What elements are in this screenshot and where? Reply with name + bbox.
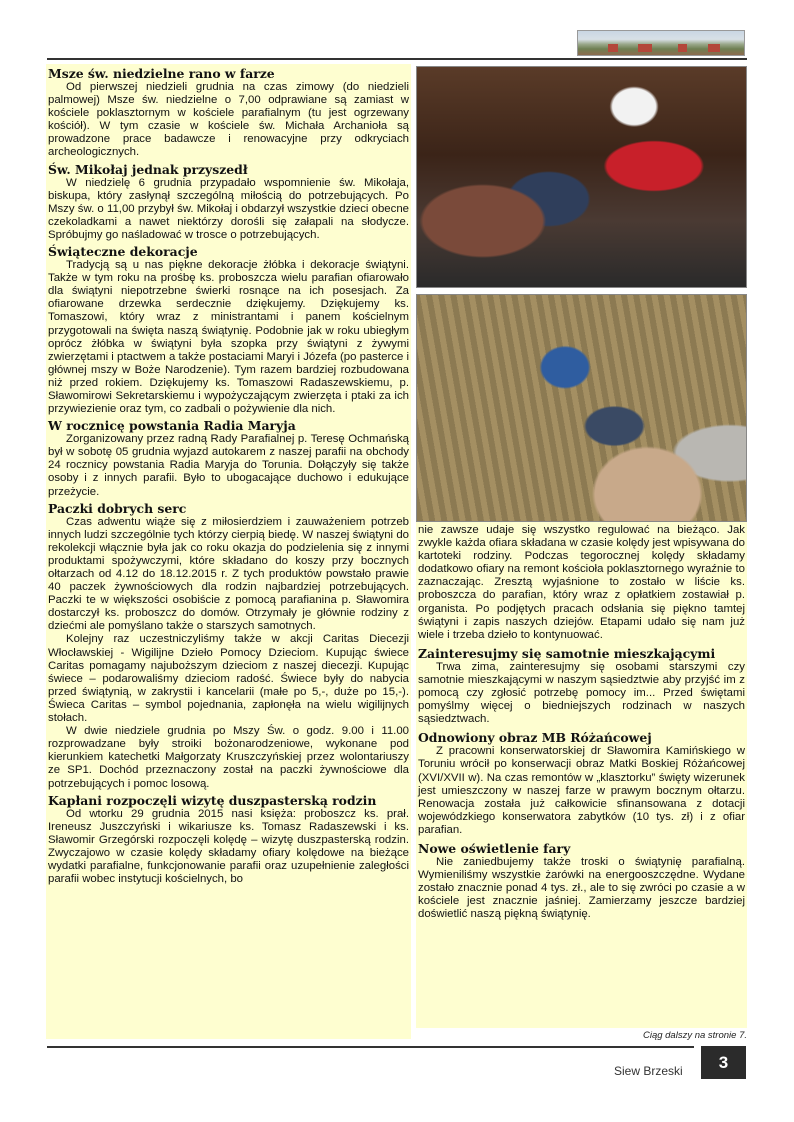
- section-title: Zainteresujmy się samotnie mieszkającymi: [418, 645, 716, 661]
- page-number: 3: [701, 1046, 746, 1079]
- header-rule: [47, 58, 747, 60]
- section-title: Świąteczne dekoracje: [48, 244, 198, 260]
- paragraph: Kolejny raz uczestniczyliśmy także w akcji Caritas Diecezji Włocławskiej - Wigilijne Dzieło Pomocy Dzieciom. Kupując świece Caritas pomagamy najuboższym dzieciom z naszej diecezji. Kupując świece – podarowaliśmy dzieciom radość. Świece były do nabycia przed świątynią, w zakrystii i kancelarii (małe po 5,-, duże po 15,-). Świeca Caritas – symbol pojednania, zapłonęła na wielu wigilijnych stołach.: [48, 633, 409, 725]
- section-mikolaj: [48, 162, 409, 242]
- publication-name: Siew Brzeski: [614, 1064, 683, 1078]
- paragraph: Od wtorku 29 grudnia 2015 nasi księża: proboszcz ks. prał. Ireneusz Juszczyński i wikariusze ks. Tomasz Radaszewski i ks. Sławomir Grzegórski rozpoczęli kolędę – wizytę duszpasterską rodzin. Zwyczajowo w czasie kolędy składamy ofiary kolędowe na bieżące wydatki parafialne, funkcjonowanie parafii oraz uzupełnienie zaległości parafii wobec instytucji kościelnych, bo: [48, 807, 409, 886]
- paragraph: Trwa zima, zainteresujmy się osobami starszymi czy samotnie mieszkającymi w naszym sąsiedztwie aby przyjść im z pomocą czy zgłosić potrzebę pomocy im... Przed świętami pomyślmy więcej o biedniejszych rodzinach w naszych sąsiedztwach.: [418, 660, 745, 726]
- nativity-scene-photo: [416, 294, 747, 522]
- section-dekoracje: [48, 244, 409, 416]
- section-title: W rocznicę powstania Radia Maryja: [48, 418, 296, 434]
- section-title: Nowe oświetlenie fary: [418, 840, 571, 856]
- section-title: Msze św. niedzielne rano w farze: [48, 66, 275, 81]
- paragraph: Zorganizowany przez radną Rady Parafialnej p. Teresę Ochmańską był w sobotę 05 grudnia wyjazd autokarem z naszej parafii na obchody 24 rocznicy powstania Radia Maryja do Torunia. Dołączyły się także osoby i z innych parafii. Było to ubogacające duchowo i edukujące przeżycie.: [48, 433, 409, 498]
- section-samotni: [418, 646, 745, 726]
- section-title: Odnowiony obraz MB Różańcowej: [418, 730, 652, 746]
- section-fary: [418, 841, 745, 921]
- paragraph: Tradycją są u nas piękne dekoracje żłóbka i dekoracje świątyni. Także w tym roku na prośbę ks. proboszcza wielu parafian ofiarowało dla świątyni niepotrzebne świerki rosnące na ich posesjach. Za ofiarowane drzewka serdecznie dziękujemy. Dziękujemy ks. Tomaszowi, który wraz z ministrantami i panem kościelnym przygotowali na święta naszą świątynię. Podobnie jak w roku ubiegłym oprócz żłóbka w świątyni była szopka przy świątyni z żywymi zwierzętami i ptactwem a także postaciami Maryi i Józefa (po pasterce i głównej mszy w Boże Narodzenie). Tym razem bardziej rozbudowana niż przed rokiem. Dziękujemy ks. Tomaszowi Radaszewskiemu, p. Sławomirowi Sekretarskiemu i wypożyczającym zwierzęta i ptaki za ich przywiezienie oraz tym, co zadbali o pożywienie dla nich.: [48, 259, 409, 416]
- paragraph: Z pracowni konserwatorskiej dr Sławomira Kamińskiego w Toruniu wrócił po konserwacji obraz Matki Boskiej Różańcowej (XVI/XVII w). Na czas remontów w „klasztorku” święty wizerunek jest umieszczony w naszej farze w prawym bocznym ołtarzu. Renowacja została już całkowicie sfinansowana z dotacji wojewódzkiego konserwatora zabytków (10 tys. zł) i z ofiar parafian.: [418, 745, 745, 836]
- paragraph: Czas adwentu wiąże się z miłosierdziem i zauważeniem potrzeb innych ludzi szczególnie tych którzy cierpią biedę. W naszej świątyni do rekolekcji włącznie była jak co roku okazja do podzielenia się z innymi produktami spożywczymi, które składano do koszy przy bocznych ołtarzach od 4.12 do 18.12.2015 r. Z tych produktów powstało prawie 40 paczek żywnościowych dla rodzin najbardziej potrzebujących. Paczki te w większości osobiście z pomocą parafianina p. Sławomira dostarczył ks. proboszcz do domów. Otrzymały je głównie rodziny z dziećmi ale pomyślano także o starszych samotnych.: [48, 515, 409, 633]
- section-title: Św. Mikołaj jednak przyszedł: [48, 161, 248, 177]
- section-title: Paczki dobrych serc: [48, 500, 187, 516]
- paragraph: Nie zaniedbujemy także troski o świątynię parafialną. Wymieniliśmy wszystkie żarówki na energooszczędne. Wydane zostało znacznie ponad 4 tys. zł., ale to się zwróci po czasie a w kościele jest znacznie jaśniej. Zamierzamy jeszcze bardziej doświetlić naszą piękną świątynię.: [418, 855, 745, 921]
- section-radio: [48, 418, 409, 498]
- section-msze: [48, 66, 409, 160]
- section-title: Kapłani rozpoczęli wizytę duszpasterską rodzin: [48, 792, 377, 808]
- left-column: [46, 64, 411, 1039]
- continued-note: Ciąg dalszy na stronie 7.: [613, 1030, 747, 1043]
- paragraph-continuation: nie zawsze udaje się wszystko regulować na bieżąco. Jak zwykle każda ofiara składana w czasie kolędy jest wpisywana do kartoteki rodziny. Podczas tegorocznej kolędy składamy dodatkowo ofiary na remont kościoła poklasztornego wyraźnie to zaznaczając. Zresztą wyjaśnione to zostało w liście ks. proboszcza do parafian, który wraz z opłatkiem zostawiał p. organista. Po podjętych pracach odsłania się piękno tamtej świątyni i zapis naszych dziejów. Etapami udało się nam już wiele i trzeba dzieło to kontynuować.: [418, 524, 745, 641]
- right-column: [416, 522, 747, 1028]
- paragraph: W dwie niedziele grudnia po Mszy Św. o godz. 9.00 i 11.00 rozprowadzane były stroiki bożonarodzeniowe, wykonane pod kierunkiem katechetki Małgorzaty Kruszczyńskiej przez wolontariuszy ze SP1. Dochód przeznaczony został na paczki żywnościowe dla potrzebujących i pomoc losową.: [48, 725, 409, 790]
- section-koleda: [48, 793, 409, 887]
- header-town-photo: [577, 30, 745, 56]
- santa-with-children-photo: [416, 66, 747, 288]
- section-obraz: [418, 730, 745, 837]
- paragraph: Od pierwszej niedzieli grudnia na czas zimowy (do niedzieli palmowej) Msze św. niedzielne o 7,00 odprawiane są zamiast w kościele poklasztornym w kościele parafialnym (tu jest ogrzewany kościół). W tym czasie w kościele św. Michała Archanioła są prowadzone prace badawcze i renowacyjne przy odkryciach archeologicznych.: [48, 81, 409, 159]
- section-paczki: [48, 501, 409, 791]
- paragraph: W niedzielę 6 grudnia przypadało wspomnienie św. Mikołaja, biskupa, który zasłynął szczególną miłością do potrzebujących. Po Mszy św. o 11,00 przybył św. Mikołaj i obdarzył wszystkie dzieci obecne czekoladkami a nawet niektórzy dorośli się załapali na słodycze. Spróbujmy go naśladować w trosce o potrzebujących.: [48, 176, 409, 241]
- footer-rule: [47, 1046, 694, 1048]
